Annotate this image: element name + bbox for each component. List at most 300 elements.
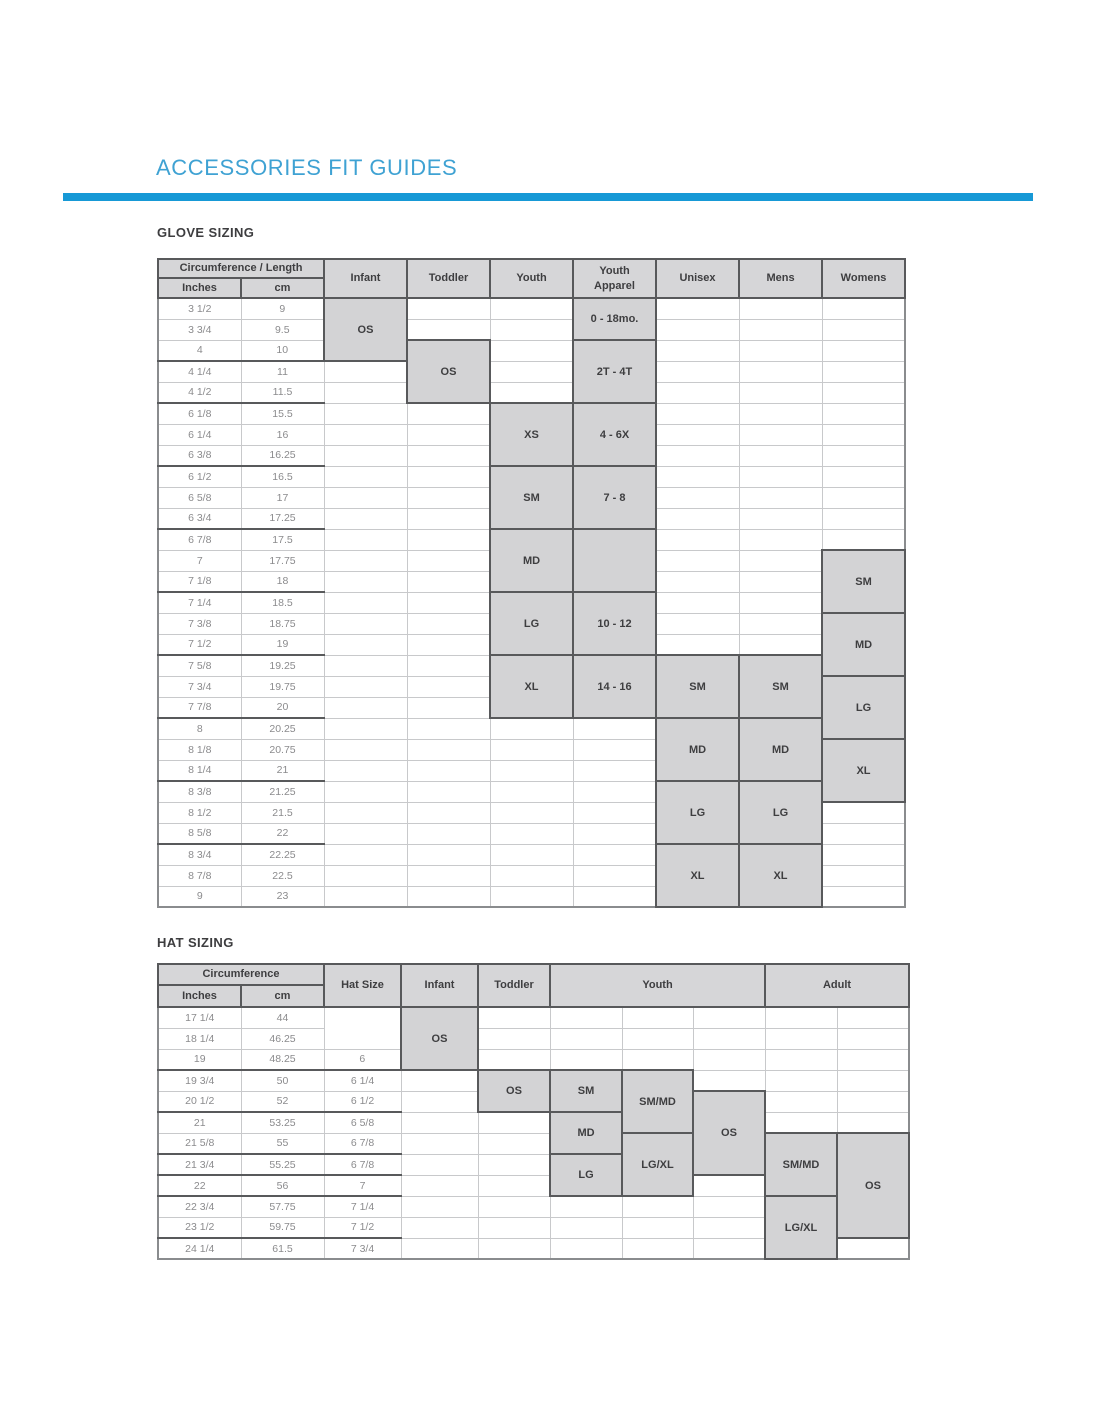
grid-cell <box>550 1028 622 1049</box>
cm-value: 56 <box>241 1175 324 1196</box>
grid-cell <box>656 508 739 529</box>
grid-cell <box>401 1070 478 1091</box>
cm-value: 11.5 <box>241 382 324 403</box>
grid-cell <box>765 1007 837 1028</box>
grid-cell <box>490 319 573 340</box>
size-block-womens: LG <box>822 676 905 739</box>
size-block-youth: SM <box>490 466 573 529</box>
header-infant: Infant <box>324 259 407 298</box>
grid-cell <box>622 1196 693 1217</box>
grid-cell <box>573 802 656 823</box>
grid-cell <box>739 592 822 613</box>
grid-cell <box>490 844 573 865</box>
inches-value: 6 1/2 <box>158 466 241 487</box>
inches-value: 6 1/4 <box>158 424 241 445</box>
cm-value: 44 <box>241 1007 324 1028</box>
hat-sizing-heading: HAT SIZING <box>157 935 234 950</box>
inches-value: 6 3/8 <box>158 445 241 466</box>
grid-cell <box>324 781 407 802</box>
header-youth: Youth <box>550 964 765 1007</box>
header-youth-apparel: Youth Apparel <box>573 259 656 298</box>
grid-cell <box>490 298 573 319</box>
size-block-youth: MD <box>490 529 573 592</box>
grid-cell <box>490 382 573 403</box>
grid-cell <box>478 1112 550 1133</box>
subheader-inches: Inches <box>158 278 241 298</box>
grid-cell <box>622 1217 693 1238</box>
grid-cell <box>656 592 739 613</box>
grid-cell <box>739 571 822 592</box>
inches-value: 8 1/4 <box>158 760 241 781</box>
grid-cell <box>324 508 407 529</box>
grid-cell <box>401 1217 478 1238</box>
size-block-womens: XL <box>822 739 905 802</box>
grid-cell <box>324 424 407 445</box>
grid-cell <box>573 718 656 739</box>
grid-cell <box>739 319 822 340</box>
grid-cell <box>401 1238 478 1259</box>
grid-cell <box>490 361 573 382</box>
inches-value: 7 1/8 <box>158 571 241 592</box>
grid-cell <box>622 1028 693 1049</box>
size-block-mens: MD <box>739 718 822 781</box>
grid-cell <box>407 550 490 571</box>
grid-cell <box>765 1091 837 1112</box>
grid-cell <box>837 1070 909 1091</box>
grid-cell <box>407 592 490 613</box>
grid-cell <box>407 718 490 739</box>
grid-cell <box>693 1028 765 1049</box>
size-block-youth-apparel: 0 - 18mo. <box>573 298 656 340</box>
size-block-youth-3: OS <box>693 1091 765 1175</box>
grid-cell <box>822 445 905 466</box>
inches-value: 9 <box>158 886 241 907</box>
cm-value: 19.25 <box>241 655 324 676</box>
size-block-youth-apparel: 14 - 16 <box>573 655 656 718</box>
size-block-unisex: SM <box>656 655 739 718</box>
hat-size-value: 6 <box>324 1049 401 1070</box>
inches-value: 6 1/8 <box>158 403 241 424</box>
grid-cell <box>478 1007 550 1028</box>
cm-value: 15.5 <box>241 403 324 424</box>
grid-cell <box>324 592 407 613</box>
inches-value: 3 3/4 <box>158 319 241 340</box>
grid-cell <box>822 361 905 382</box>
grid-cell <box>739 424 822 445</box>
hat-size-value <box>324 1007 401 1049</box>
size-block-adult-2: OS <box>837 1133 909 1238</box>
grid-cell <box>822 403 905 424</box>
corner-header: Circumference / Length <box>158 259 324 278</box>
inches-value: 3 1/2 <box>158 298 241 319</box>
size-block-youth-apparel: 10 - 12 <box>573 592 656 655</box>
grid-cell <box>739 340 822 361</box>
grid-cell <box>837 1112 909 1133</box>
inches-value: 7 3/8 <box>158 613 241 634</box>
cm-value: 55 <box>241 1133 324 1154</box>
grid-cell <box>822 319 905 340</box>
grid-cell <box>407 571 490 592</box>
inches-value: 8 5/8 <box>158 823 241 844</box>
grid-cell <box>550 1196 622 1217</box>
grid-cell <box>739 487 822 508</box>
size-block-youth-1: MD <box>550 1112 622 1154</box>
cm-value: 46.25 <box>241 1028 324 1049</box>
grid-cell <box>407 466 490 487</box>
inches-value: 7 5/8 <box>158 655 241 676</box>
grid-cell <box>490 823 573 844</box>
grid-cell <box>324 487 407 508</box>
cm-value: 21.5 <box>241 802 324 823</box>
inches-value: 20 1/2 <box>158 1091 241 1112</box>
grid-cell <box>407 445 490 466</box>
grid-cell <box>401 1133 478 1154</box>
grid-cell <box>822 886 905 907</box>
size-block-youth-apparel: 2T - 4T <box>573 340 656 403</box>
size-block-adult-1: SM/MD <box>765 1133 837 1196</box>
cm-value: 59.75 <box>241 1217 324 1238</box>
grid-cell <box>573 886 656 907</box>
cm-value: 55.25 <box>241 1154 324 1175</box>
grid-cell <box>401 1091 478 1112</box>
size-block-mens: SM <box>739 655 822 718</box>
inches-value: 17 1/4 <box>158 1007 241 1028</box>
inches-value: 8 3/8 <box>158 781 241 802</box>
size-block-youth-apparel: 4 - 6X <box>573 403 656 466</box>
grid-cell <box>739 550 822 571</box>
grid-cell <box>324 697 407 718</box>
grid-cell <box>324 550 407 571</box>
size-block-youth: XS <box>490 403 573 466</box>
inches-value: 24 1/4 <box>158 1238 241 1259</box>
cm-value: 21 <box>241 760 324 781</box>
inches-value: 4 1/4 <box>158 361 241 382</box>
inches-value: 19 <box>158 1049 241 1070</box>
cm-value: 20.25 <box>241 718 324 739</box>
grid-cell <box>478 1154 550 1175</box>
inches-value: 4 <box>158 340 241 361</box>
cm-value: 11 <box>241 361 324 382</box>
inches-value: 8 3/4 <box>158 844 241 865</box>
grid-cell <box>324 718 407 739</box>
cm-value: 17.25 <box>241 508 324 529</box>
inches-value: 22 3/4 <box>158 1196 241 1217</box>
grid-cell <box>407 634 490 655</box>
cm-value: 22 <box>241 823 324 844</box>
grid-cell <box>407 844 490 865</box>
cm-value: 19.75 <box>241 676 324 697</box>
hat-table-container <box>157 963 910 1260</box>
title-rule <box>63 193 1033 201</box>
grid-cell <box>407 508 490 529</box>
grid-cell <box>656 382 739 403</box>
header-adult: Adult <box>765 964 909 1007</box>
inches-value: 8 1/2 <box>158 802 241 823</box>
hat-size-value: 6 1/2 <box>324 1091 401 1112</box>
header-womens: Womens <box>822 259 905 298</box>
grid-cell <box>324 466 407 487</box>
hat-size-value: 7 <box>324 1175 401 1196</box>
grid-cell <box>822 865 905 886</box>
grid-cell <box>822 298 905 319</box>
grid-cell <box>550 1238 622 1259</box>
cm-value: 21.25 <box>241 781 324 802</box>
header-hat-size: Hat Size <box>324 964 401 1007</box>
hat-size-value: 7 1/4 <box>324 1196 401 1217</box>
hat-sizing-table <box>157 963 910 1260</box>
grid-cell <box>324 361 407 382</box>
grid-cell <box>573 739 656 760</box>
grid-cell <box>573 760 656 781</box>
inches-value: 8 1/8 <box>158 739 241 760</box>
grid-cell <box>478 1217 550 1238</box>
glove-table-container <box>157 258 906 908</box>
cm-value: 16.5 <box>241 466 324 487</box>
grid-cell <box>490 781 573 802</box>
size-block-toddler: OS <box>407 340 490 403</box>
cm-value: 48.25 <box>241 1049 324 1070</box>
grid-cell <box>739 445 822 466</box>
grid-cell <box>324 571 407 592</box>
cm-value: 19 <box>241 634 324 655</box>
grid-cell <box>573 865 656 886</box>
grid-cell <box>837 1091 909 1112</box>
grid-cell <box>837 1238 909 1259</box>
grid-cell <box>739 298 822 319</box>
inches-value: 21 3/4 <box>158 1154 241 1175</box>
grid-cell <box>407 886 490 907</box>
grid-cell <box>324 403 407 424</box>
grid-cell <box>573 781 656 802</box>
grid-cell <box>401 1175 478 1196</box>
grid-cell <box>324 634 407 655</box>
inches-value: 21 5/8 <box>158 1133 241 1154</box>
grid-cell <box>490 865 573 886</box>
inches-value: 8 <box>158 718 241 739</box>
grid-cell <box>822 340 905 361</box>
grid-cell <box>656 487 739 508</box>
inches-value: 8 7/8 <box>158 865 241 886</box>
grid-cell <box>656 550 739 571</box>
grid-cell <box>324 760 407 781</box>
size-block-youth: XL <box>490 655 573 718</box>
grid-cell <box>490 718 573 739</box>
grid-cell <box>407 487 490 508</box>
grid-cell <box>656 466 739 487</box>
grid-cell <box>324 382 407 403</box>
grid-cell <box>407 613 490 634</box>
glove-sizing-heading: GLOVE SIZING <box>157 225 255 240</box>
grid-cell <box>407 298 490 319</box>
cm-value: 10 <box>241 340 324 361</box>
cm-value: 18 <box>241 571 324 592</box>
cm-value: 61.5 <box>241 1238 324 1259</box>
size-block-infant: OS <box>324 298 407 361</box>
size-block-youth-2: SM/MD <box>622 1070 693 1133</box>
cm-value: 20.75 <box>241 739 324 760</box>
size-block-mens: LG <box>739 781 822 844</box>
inches-value: 4 1/2 <box>158 382 241 403</box>
inches-value: 21 <box>158 1112 241 1133</box>
grid-cell <box>324 655 407 676</box>
page-title: ACCESSORIES FIT GUIDES <box>156 155 458 180</box>
grid-cell <box>550 1049 622 1070</box>
cm-value: 50 <box>241 1070 324 1091</box>
header-unisex: Unisex <box>656 259 739 298</box>
size-block-youth: LG <box>490 592 573 655</box>
size-block-youth-1: LG <box>550 1154 622 1196</box>
subheader-cm: cm <box>241 985 324 1007</box>
header-toddler: Toddler <box>478 964 550 1007</box>
grid-cell <box>407 865 490 886</box>
grid-cell <box>656 613 739 634</box>
inches-value: 23 1/2 <box>158 1217 241 1238</box>
inches-value: 7 <box>158 550 241 571</box>
grid-cell <box>656 445 739 466</box>
grid-cell <box>822 802 905 823</box>
grid-cell <box>693 1217 765 1238</box>
grid-cell <box>478 1049 550 1070</box>
grid-cell <box>407 403 490 424</box>
grid-cell <box>765 1028 837 1049</box>
grid-cell <box>656 340 739 361</box>
grid-cell <box>693 1070 765 1091</box>
grid-cell <box>550 1007 622 1028</box>
size-block-unisex: MD <box>656 718 739 781</box>
size-block-toddler: OS <box>478 1070 550 1112</box>
grid-cell <box>822 424 905 445</box>
grid-cell <box>573 823 656 844</box>
cm-value: 16.25 <box>241 445 324 466</box>
size-block-infant: OS <box>401 1007 478 1070</box>
cm-value: 16 <box>241 424 324 445</box>
subheader-cm: cm <box>241 278 324 298</box>
size-block-youth-1: SM <box>550 1070 622 1112</box>
grid-cell <box>401 1154 478 1175</box>
header-mens: Mens <box>739 259 822 298</box>
grid-cell <box>765 1049 837 1070</box>
grid-cell <box>765 1112 837 1133</box>
cm-value: 18.75 <box>241 613 324 634</box>
grid-cell <box>407 802 490 823</box>
header-infant: Infant <box>401 964 478 1007</box>
grid-cell <box>822 508 905 529</box>
size-block-unisex: XL <box>656 844 739 907</box>
subheader-inches: Inches <box>158 985 241 1007</box>
grid-cell <box>407 823 490 844</box>
grid-cell <box>490 802 573 823</box>
inches-value: 6 5/8 <box>158 487 241 508</box>
grid-cell <box>693 1175 765 1196</box>
grid-cell <box>490 886 573 907</box>
hat-size-value: 7 1/2 <box>324 1217 401 1238</box>
size-block-womens: MD <box>822 613 905 676</box>
inches-value: 7 3/4 <box>158 676 241 697</box>
inches-value: 6 7/8 <box>158 529 241 550</box>
hat-size-value: 6 7/8 <box>324 1154 401 1175</box>
cm-value: 17.75 <box>241 550 324 571</box>
grid-cell <box>822 844 905 865</box>
grid-cell <box>622 1049 693 1070</box>
inches-value: 18 1/4 <box>158 1028 241 1049</box>
size-block-adult-1: LG/XL <box>765 1196 837 1259</box>
grid-cell <box>324 613 407 634</box>
hat-size-value: 6 1/4 <box>324 1070 401 1091</box>
size-block-womens: SM <box>822 550 905 613</box>
grid-cell <box>693 1007 765 1028</box>
inches-value: 7 1/4 <box>158 592 241 613</box>
grid-cell <box>407 781 490 802</box>
grid-cell <box>324 823 407 844</box>
grid-cell <box>656 298 739 319</box>
grid-cell <box>478 1175 550 1196</box>
grid-cell <box>656 634 739 655</box>
grid-cell <box>739 508 822 529</box>
grid-cell <box>837 1007 909 1028</box>
cm-value: 22.5 <box>241 865 324 886</box>
inches-value: 7 7/8 <box>158 697 241 718</box>
grid-cell <box>837 1049 909 1070</box>
grid-cell <box>739 403 822 424</box>
grid-cell <box>739 466 822 487</box>
cm-value: 9 <box>241 298 324 319</box>
grid-cell <box>822 529 905 550</box>
corner-header: Circumference <box>158 964 324 985</box>
glove-sizing-table <box>157 258 906 908</box>
grid-cell <box>324 676 407 697</box>
grid-cell <box>739 634 822 655</box>
cm-value: 53.25 <box>241 1112 324 1133</box>
inches-value: 6 3/4 <box>158 508 241 529</box>
grid-cell <box>401 1196 478 1217</box>
grid-cell <box>822 823 905 844</box>
grid-cell <box>656 361 739 382</box>
grid-cell <box>478 1196 550 1217</box>
cm-value: 17.5 <box>241 529 324 550</box>
cm-value: 57.75 <box>241 1196 324 1217</box>
size-block-unisex: LG <box>656 781 739 844</box>
grid-cell <box>324 445 407 466</box>
grid-cell <box>407 529 490 550</box>
inches-value: 7 1/2 <box>158 634 241 655</box>
inches-value: 19 3/4 <box>158 1070 241 1091</box>
grid-cell <box>693 1049 765 1070</box>
grid-cell <box>490 739 573 760</box>
grid-cell <box>490 340 573 361</box>
grid-cell <box>324 865 407 886</box>
grid-cell <box>656 529 739 550</box>
grid-cell <box>478 1028 550 1049</box>
size-block-mens: XL <box>739 844 822 907</box>
grid-cell <box>407 319 490 340</box>
cm-value: 23 <box>241 886 324 907</box>
grid-cell <box>324 886 407 907</box>
grid-cell <box>407 655 490 676</box>
grid-cell <box>739 382 822 403</box>
cm-value: 52 <box>241 1091 324 1112</box>
grid-cell <box>693 1196 765 1217</box>
grid-cell <box>739 529 822 550</box>
size-block-youth-apparel <box>573 529 656 592</box>
inches-value: 22 <box>158 1175 241 1196</box>
cm-value: 17 <box>241 487 324 508</box>
grid-cell <box>822 466 905 487</box>
grid-cell <box>739 361 822 382</box>
grid-cell <box>656 424 739 445</box>
grid-cell <box>407 424 490 445</box>
header-youth: Youth <box>490 259 573 298</box>
grid-cell <box>407 760 490 781</box>
